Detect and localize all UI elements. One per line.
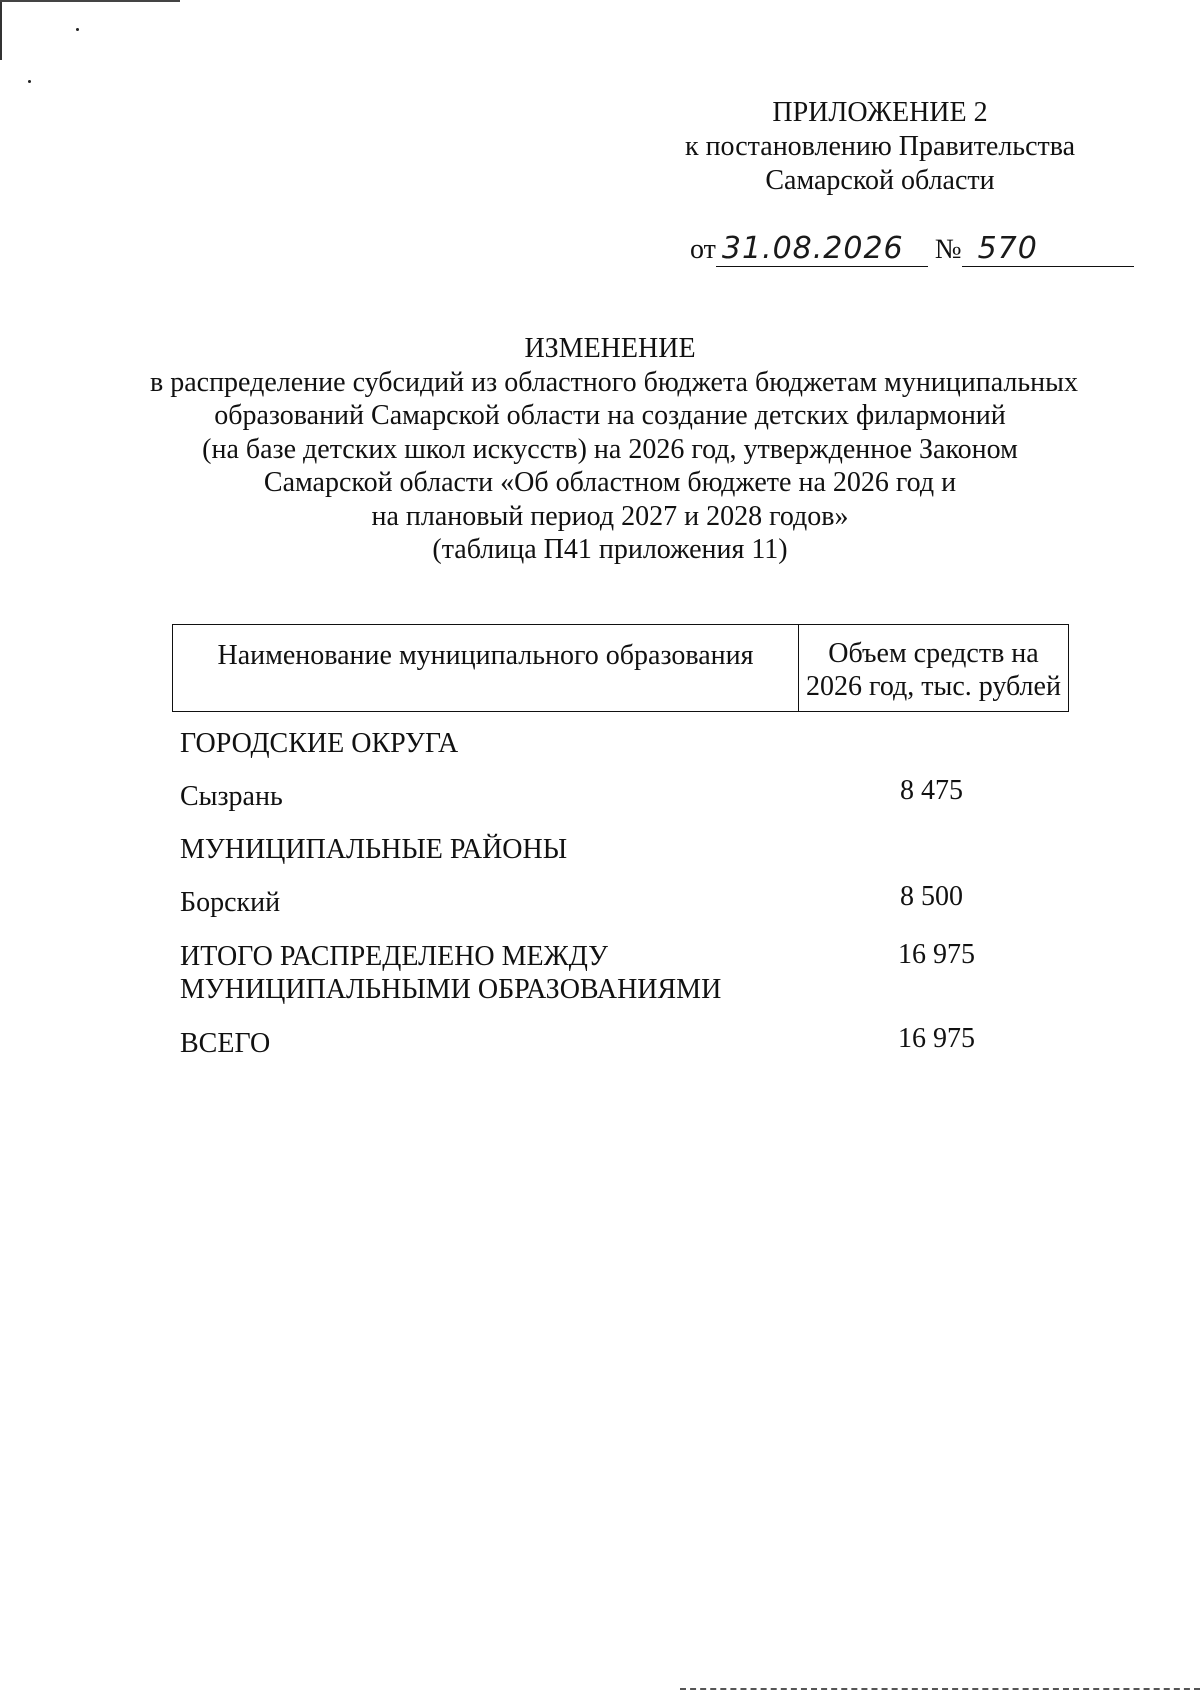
title-line: образований Самарской области на создание детских филармоний [214, 400, 1006, 431]
decree-number-handwritten: 570 [962, 232, 1134, 267]
document-title [150, 332, 1078, 567]
appendix-line-1: к постановлению Правительства [684, 131, 1076, 162]
row-amount: 16 975 [898, 1023, 975, 1054]
scan-bottom-edge [680, 1688, 1200, 1690]
title-heading: ИЗМЕНЕНИЕ [524, 333, 696, 364]
row-name: ГОРОДСКИЕ ОКРУГА [180, 728, 459, 759]
decree-from-label: от [690, 234, 716, 265]
row-name-line-2: МУНИЦИПАЛЬНЫМИ ОБРАЗОВАНИЯМИ [180, 974, 722, 1005]
scan-edge-top [0, 0, 180, 2]
column-header-name-text: Наименование муниципального образования [217, 640, 754, 671]
title-line: (на базе детских школ искусств) на 2026 год, утвержденное Законом [202, 433, 1018, 465]
row-amount: 8 475 [900, 775, 963, 806]
table-row [180, 727, 1010, 761]
decree-date-handwritten: 31.08.2026 [716, 232, 928, 267]
title-line: (таблица П41 приложения 11) [432, 534, 788, 565]
column-header-amount-line-2: 2026 год, тыс. рублей [806, 671, 1061, 702]
table-row [180, 833, 1010, 867]
row-amount: 16 975 [898, 939, 975, 970]
row-name: Борский [180, 887, 281, 918]
row-name: Сызрань [180, 781, 283, 812]
appendix-line-2: Самарской области [765, 165, 995, 196]
table-row [180, 940, 1010, 1008]
row-amount: 8 500 [900, 881, 963, 912]
scan-edge-left [0, 0, 5, 60]
table-row [180, 1023, 1010, 1061]
scan-speck [76, 28, 79, 31]
title-line: в распределение субсидий из областного бюджета бюджетам муниципальных [150, 366, 1078, 398]
column-header-name [173, 625, 799, 711]
title-line: на плановый период 2027 и 2028 годов» [371, 500, 849, 532]
table-row [180, 775, 1010, 814]
scan-speck [28, 80, 31, 83]
column-header-amount-line-1: Объем средств на [828, 638, 1039, 669]
table-row [180, 881, 1010, 920]
decree-number-label: № [934, 234, 962, 265]
appendix-header [660, 96, 1100, 198]
title-line: Самарской области «Об областном бюджете на 2026 год и [263, 467, 957, 498]
appendix-heading: ПРИЛОЖЕНИЕ 2 [772, 97, 988, 128]
row-name: ВСЕГО [180, 1028, 271, 1059]
row-name-line-1: ИТОГО РАСПРЕДЕЛЕНО МЕЖДУ [180, 941, 608, 972]
decree-reference [690, 232, 1134, 267]
column-header-amount [799, 625, 1068, 711]
row-name: МУНИЦИПАЛЬНЫЕ РАЙОНЫ [180, 834, 568, 865]
table-header [172, 624, 1069, 712]
